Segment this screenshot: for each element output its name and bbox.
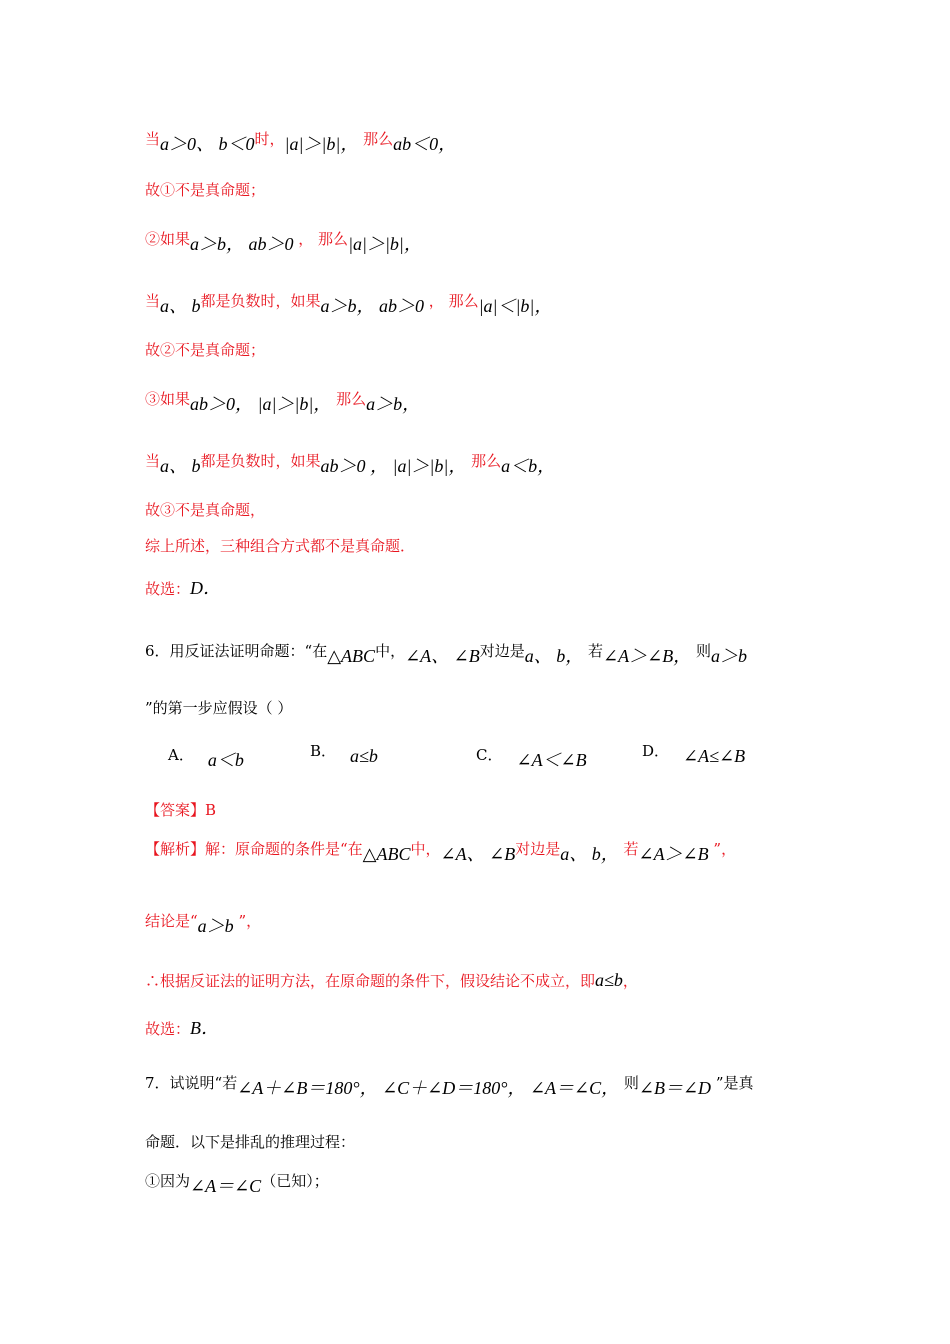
text-line xyxy=(145,128,457,154)
math-expression: a＞b， xyxy=(366,394,421,414)
text-line xyxy=(145,1072,754,1098)
text-line xyxy=(145,340,265,360)
math-expression: ab＜0， xyxy=(393,134,457,154)
text-segment: 都是负数时，如果 xyxy=(200,292,321,310)
text-segment: 那么 xyxy=(358,130,394,148)
text-line xyxy=(145,640,747,666)
text-segment: ， 那么 xyxy=(293,230,349,248)
math-expression: ∠A＞∠B， xyxy=(603,646,692,666)
choice-label: C． xyxy=(476,746,503,764)
text-line xyxy=(145,180,265,200)
text-line xyxy=(145,450,556,476)
text-segment: 当 xyxy=(145,292,161,310)
math-expression: |a|＜|b|， xyxy=(478,296,553,316)
text-segment: 则 xyxy=(691,642,711,660)
text-segment: 故选： xyxy=(145,580,191,598)
text-segment: ”的第一步应假设（ ） xyxy=(145,699,293,717)
text-segment: 那么 xyxy=(331,390,367,408)
text-segment: 命题．以下是排乱的推理过程： xyxy=(145,1133,356,1151)
math-expression: a＞b xyxy=(710,646,747,666)
text-segment: ∴根据反证法的证明方法，在原命题的条件下，假设结论不成立，即 xyxy=(145,972,596,990)
text-segment: 对边是 xyxy=(479,642,525,660)
math-expression: a、 b xyxy=(160,456,201,476)
math-expression: |a|＞|b|， xyxy=(284,134,359,154)
choice-label: D． xyxy=(642,742,670,760)
math-expression: a＞b xyxy=(197,916,234,936)
math-expression: a＞b， ab＞0 xyxy=(190,234,294,254)
math-expression: ∠A＝∠C xyxy=(190,1176,262,1196)
text-segment: 那么 xyxy=(466,452,502,470)
text-line xyxy=(145,698,292,718)
text-segment: ①因为 xyxy=(145,1172,191,1190)
math-expression: a、 b， xyxy=(524,646,584,666)
text-segment: 故②不是真命题； xyxy=(145,341,266,359)
math-expression: B． xyxy=(190,1018,220,1038)
text-line xyxy=(145,1170,329,1196)
text-line xyxy=(145,290,553,316)
text-segment: 则 xyxy=(619,1074,639,1092)
math-expression: ∠A、 ∠B xyxy=(405,646,480,666)
text-segment: ②如果 xyxy=(145,230,191,248)
text-segment: 故选： xyxy=(145,1020,191,1038)
text-segment: 【解析】解：原命题的条件是“在 xyxy=(145,840,363,858)
text-segment: 都是负数时，如果 xyxy=(200,452,321,470)
choice-value: ∠A＜∠B xyxy=(516,750,587,770)
text-line xyxy=(145,500,265,520)
text-line xyxy=(145,838,737,864)
math-expression: D． xyxy=(190,578,222,598)
text-segment: 【答案】B xyxy=(145,801,217,819)
text-segment: 当 xyxy=(145,452,161,470)
math-expression: |a|＞|b|， xyxy=(348,234,422,254)
math-expression: a＜b， xyxy=(501,456,556,476)
text-segment: 中， xyxy=(410,840,441,858)
text-line xyxy=(145,578,221,599)
text-segment: 当 xyxy=(145,130,161,148)
choice-option xyxy=(642,740,746,766)
choice-option xyxy=(476,740,587,770)
text-segment: 结论是“ xyxy=(145,912,198,930)
text-segment: 时， xyxy=(254,130,285,148)
math-expression: a＞b， ab＞0 xyxy=(320,296,425,316)
text-segment: ”， xyxy=(708,840,737,858)
text-line xyxy=(145,536,415,556)
text-segment: ”是真 xyxy=(711,1074,754,1092)
text-segment: 故③不是真命题， xyxy=(145,501,266,519)
text-line xyxy=(145,228,422,254)
math-expression: ab＞0， |a|＞|b|， xyxy=(190,394,332,414)
math-expression: ∠B＝∠D xyxy=(638,1078,712,1098)
text-segment: ”， xyxy=(233,912,262,930)
math-expression: a、 b， xyxy=(560,844,619,864)
choice-label: A． xyxy=(168,746,194,764)
text-line xyxy=(145,800,216,820)
math-expression: a≤b xyxy=(595,970,623,990)
text-line xyxy=(145,970,638,991)
choice-value: ∠A≤∠B xyxy=(683,746,746,766)
math-expression: ab＞0 ， |a|＞|b|， xyxy=(320,456,467,476)
math-expression: △ABC xyxy=(362,844,411,864)
choice-value: a＜b xyxy=(207,750,244,770)
choice-value: a≤b xyxy=(350,746,378,766)
text-line xyxy=(145,388,421,414)
math-expression: a＞0、 b＜0 xyxy=(160,134,255,154)
math-expression: ∠A、 ∠B xyxy=(440,844,516,864)
text-segment: ， 那么 xyxy=(424,292,479,310)
text-segment: 若 xyxy=(583,642,604,660)
text-line xyxy=(145,910,262,936)
text-segment: 7．试说明“若 xyxy=(145,1074,238,1092)
text-segment: ③如果 xyxy=(145,390,191,408)
text-segment: 6．用反证法证明命题：“在 xyxy=(145,642,328,660)
math-expression: △ABC xyxy=(327,646,376,666)
choice-option xyxy=(310,740,378,766)
text-segment: 若 xyxy=(618,840,639,858)
text-segment: ， xyxy=(622,972,638,990)
text-segment: 综上所述，三种组合方式都不是真命题． xyxy=(145,537,416,555)
math-expression: a、 b xyxy=(160,296,201,316)
text-line xyxy=(145,1018,219,1039)
text-segment: 故①不是真命题； xyxy=(145,181,266,199)
text-segment: 中， xyxy=(375,642,406,660)
math-expression: ∠A＋∠B＝180°， ∠C＋∠D＝180°， ∠A＝∠C， xyxy=(237,1078,620,1098)
choice-option xyxy=(168,740,244,770)
text-line xyxy=(145,1132,355,1152)
choice-label: B． xyxy=(310,742,337,760)
text-segment: （已知）； xyxy=(261,1172,329,1190)
text-segment: 对边是 xyxy=(515,840,561,858)
math-expression: ∠A＞∠B xyxy=(638,844,709,864)
